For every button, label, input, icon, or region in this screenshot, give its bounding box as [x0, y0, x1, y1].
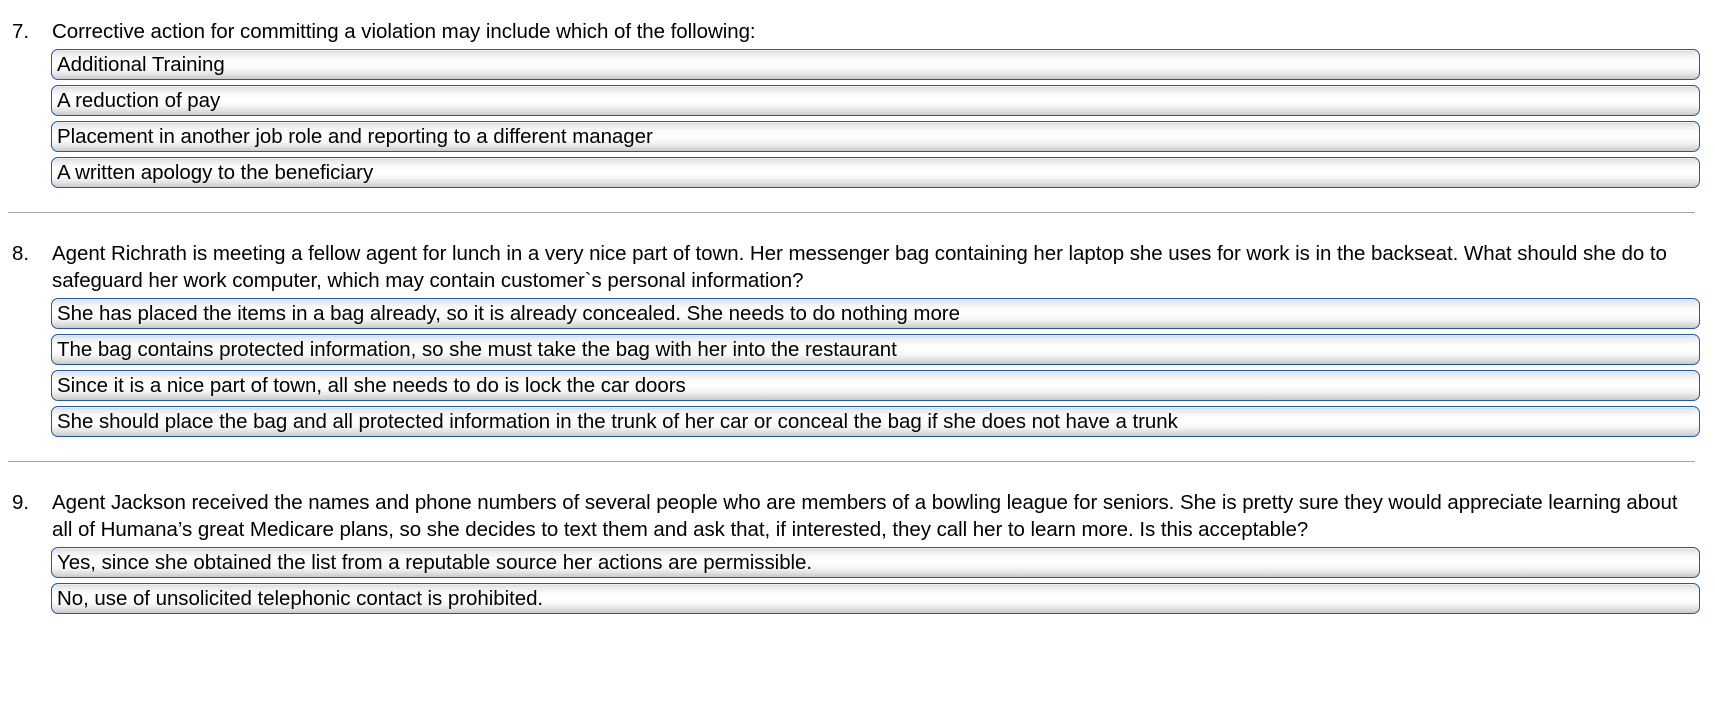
option-label: Additional Training: [57, 53, 225, 76]
option-label: Placement in another job role and reporting to a different manager: [57, 125, 653, 148]
option-label: No, use of unsolicited telephonic contact is prohibited.: [57, 587, 544, 610]
question-text-7: Corrective action for committing a violation may include which of the following:: [52, 20, 756, 43]
option-item[interactable]: [51, 583, 1700, 614]
question-text-8: Agent Richrath is meeting a fellow agent for lunch in a very nice part of town. Her messenger bag containing her laptop she uses for work is in the backseat. What should she do to safeguard her work computer, which may contain customer`s personal information?: [52, 242, 1667, 292]
question-number-8: 8.: [12, 242, 30, 265]
option-item[interactable]: [51, 370, 1700, 401]
question-row-9: [0, 489, 1715, 543]
spacer: [0, 442, 1715, 461]
option-item[interactable]: [51, 298, 1700, 329]
option-item[interactable]: [51, 121, 1700, 152]
question-row-8: [0, 240, 1715, 294]
options-list-7: [0, 49, 1715, 188]
spacer: [0, 193, 1715, 212]
option-label: Since it is a nice part of town, all she needs to do is lock the car doors: [57, 374, 686, 397]
option-item[interactable]: [51, 157, 1700, 188]
question-number-9: 9.: [12, 491, 30, 514]
spacer: [0, 213, 1715, 240]
question-row-7: [0, 18, 1715, 45]
option-item[interactable]: [51, 85, 1700, 116]
option-label: A reduction of pay: [57, 89, 221, 112]
option-item[interactable]: [51, 334, 1700, 365]
top-spacer: [0, 0, 1715, 18]
question-block-7: [0, 18, 1715, 188]
option-label: Yes, since she obtained the list from a reputable source her actions are permissible.: [57, 551, 813, 574]
spacer: [0, 462, 1715, 489]
question-text-9: Agent Jackson received the names and phone numbers of several people who are members of a bowling league for seniors. She is pretty sure they would appreciate learning about all of Humana’s great Medicare plans, so she decides to text them and ask that, if interested, they call her to learn more. Is this acceptable?: [52, 491, 1678, 541]
options-list-8: [0, 298, 1715, 437]
option-item[interactable]: [51, 547, 1700, 578]
option-label: She has placed the items in a bag already, so it is already concealed. She needs to do nothing more: [57, 302, 960, 325]
question-number-7: 7.: [12, 20, 30, 43]
option-label: She should place the bag and all protected information in the trunk of her car or conceal the bag if she does not have a trunk: [57, 410, 1178, 433]
option-label: The bag contains protected information, so she must take the bag with her into the restaurant: [57, 338, 897, 361]
option-item[interactable]: [51, 49, 1700, 80]
options-list-9: [0, 547, 1715, 614]
option-item[interactable]: [51, 406, 1700, 437]
option-label: A written apology to the beneficiary: [57, 161, 374, 184]
question-block-8: [0, 240, 1715, 437]
question-block-9: [0, 489, 1715, 614]
